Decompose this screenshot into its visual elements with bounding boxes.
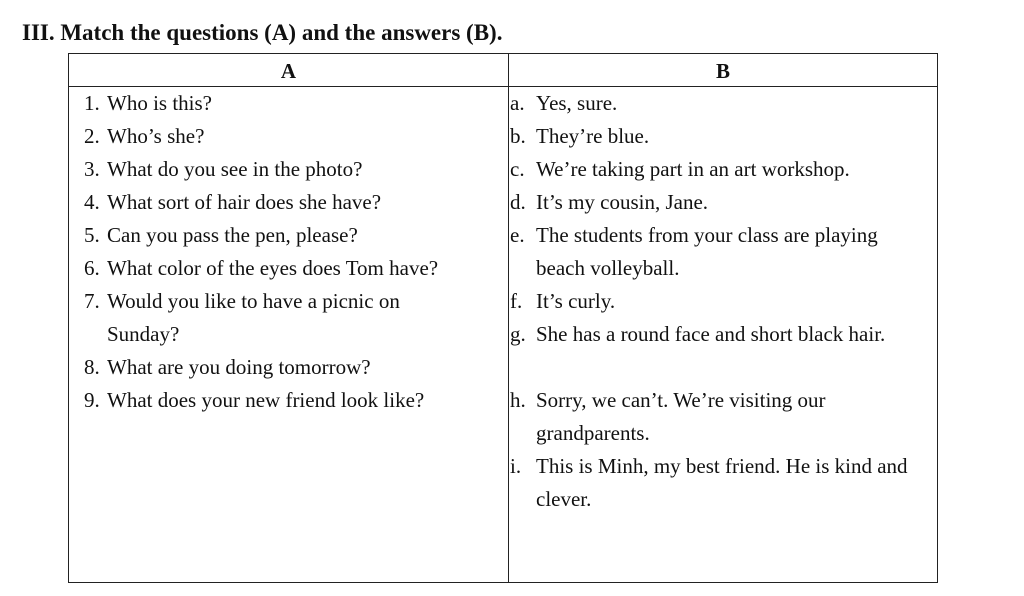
question-number: 9. — [84, 388, 100, 412]
column-b-header: B — [715, 59, 730, 83]
answer-letter: e. — [510, 223, 525, 247]
question-text: Would you like to have a picnic on Sunday? — [107, 289, 400, 346]
question-item — [69, 120, 508, 153]
answer-item — [509, 384, 937, 450]
answer-letter: d. — [510, 190, 526, 214]
question-number: 4. — [84, 190, 100, 214]
question-text: Who is this? — [107, 91, 212, 115]
question-item — [69, 351, 508, 384]
answer-text: The students from your class are playing beach volleyball. — [536, 223, 878, 280]
answer-letter: g. — [510, 322, 526, 346]
question-item — [69, 153, 508, 186]
answer-text: She has a round face and short black hair. — [536, 322, 886, 346]
answer-item — [509, 219, 937, 285]
question-text: What color of the eyes does Tom have? — [107, 256, 439, 280]
question-text: What are you doing tomorrow? — [107, 355, 371, 379]
answer-text: It’s curly. — [536, 289, 616, 313]
answer-text: Sorry, we can’t. We’re visiting our grandparents. — [536, 388, 826, 445]
column-a-header: A — [280, 59, 297, 83]
answer-text: They’re blue. — [536, 124, 650, 148]
answer-item — [509, 186, 937, 219]
question-number: 5. — [84, 223, 100, 247]
answer-letter: f. — [510, 289, 523, 313]
answer-text: We’re taking part in an art workshop. — [536, 157, 850, 181]
question-number: 6. — [84, 256, 100, 280]
question-item — [69, 186, 508, 219]
answer-letter: h. — [510, 388, 526, 412]
question-text: What sort of hair does she have? — [107, 190, 382, 214]
question-text: Can you pass the pen, please? — [107, 223, 358, 247]
answer-item — [509, 120, 937, 153]
question-item — [69, 87, 508, 120]
answer-letter: a. — [510, 91, 525, 115]
question-item — [69, 252, 508, 285]
answer-item — [509, 87, 937, 120]
question-item — [69, 219, 508, 252]
answer-letter: i. — [510, 454, 522, 478]
question-number: 8. — [84, 355, 100, 379]
exercise-heading: III. Match the questions (A) and the answers (B). — [22, 20, 503, 45]
answer-letter: b. — [510, 124, 526, 148]
question-text: Who’s she? — [107, 124, 205, 148]
question-text: What do you see in the photo? — [107, 157, 363, 181]
question-number: 7. — [84, 289, 100, 313]
answer-item — [509, 450, 937, 516]
table-header-row — [69, 54, 937, 87]
question-number: 2. — [84, 124, 100, 148]
question-number: 1. — [84, 91, 100, 115]
answer-item — [509, 285, 937, 318]
answers-column — [509, 87, 937, 516]
answer-letter: c. — [510, 157, 525, 181]
question-item — [69, 384, 508, 417]
answer-text: It’s my cousin, Jane. — [536, 190, 709, 214]
answer-text: Yes, sure. — [536, 91, 618, 115]
answer-text: This is Minh, my best friend. He is kind and clever. — [536, 454, 908, 511]
answer-item — [509, 153, 937, 186]
question-number: 3. — [84, 157, 100, 181]
question-text: What does your new friend look like? — [107, 388, 425, 412]
questions-column — [69, 87, 508, 417]
matching-table — [68, 53, 938, 583]
question-item — [69, 285, 508, 351]
answer-item — [509, 318, 937, 384]
